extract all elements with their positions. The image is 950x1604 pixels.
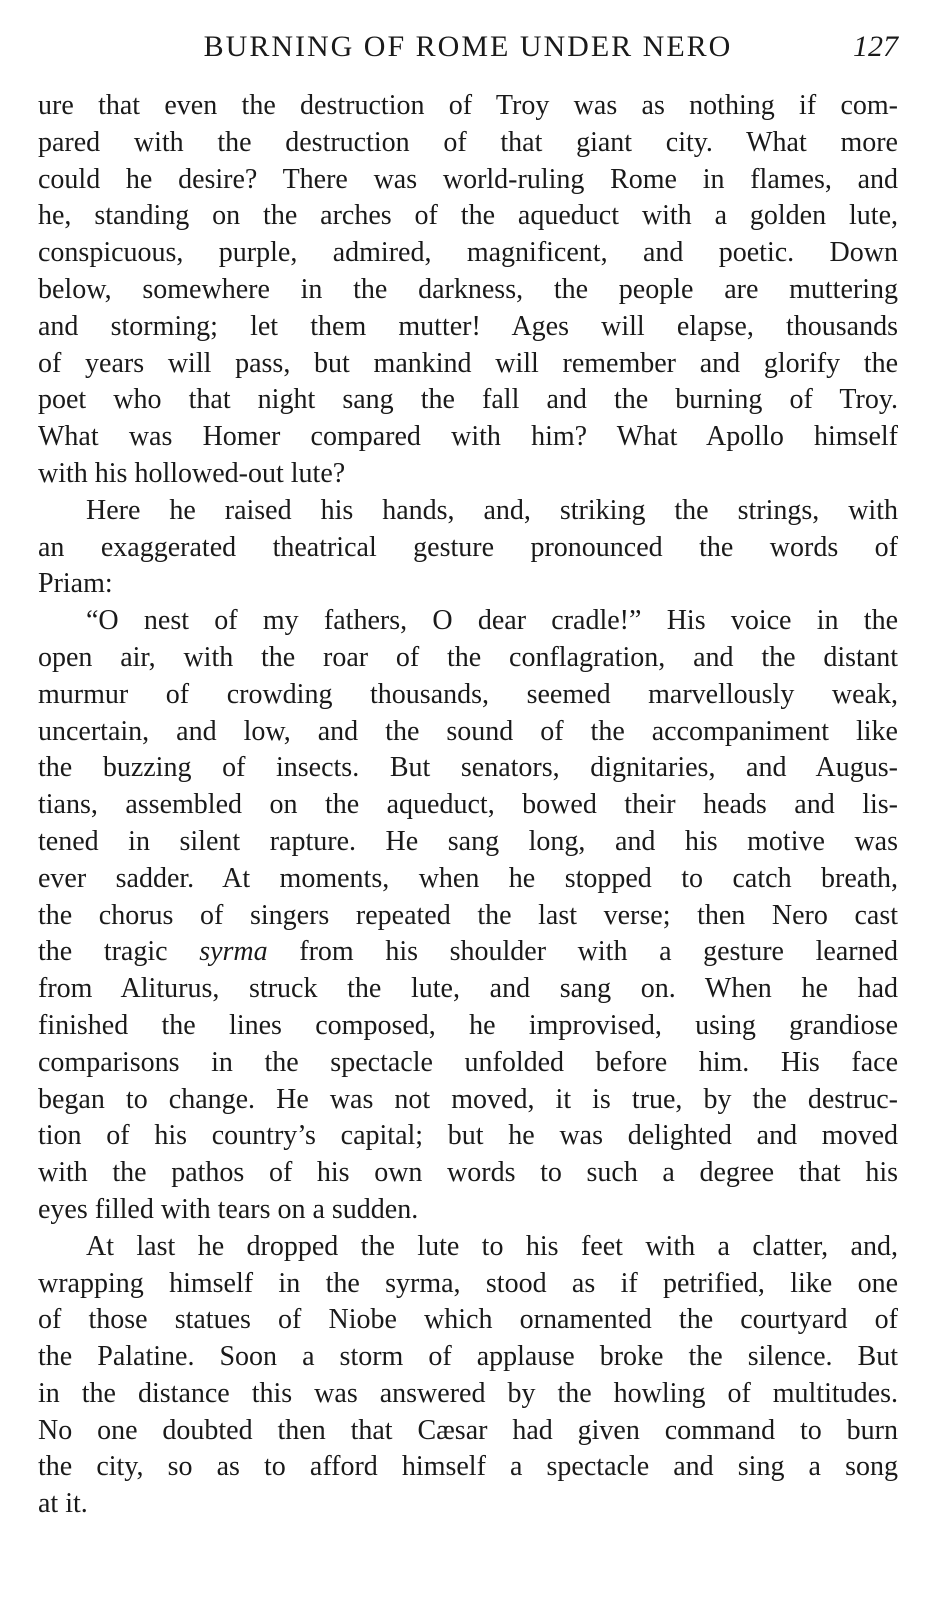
text-line: eyes filled with tears on a sudden. <box>38 1193 419 1225</box>
text-line: comparisons in the spectacle unfolded before him. His face <box>38 1046 898 1078</box>
text-line: tened in silent rapture. He sang long, and his motive was <box>38 825 898 857</box>
text-line: uncertain, and low, and the sound of the accompaniment like <box>38 715 898 747</box>
text-line: Priam: <box>38 568 113 600</box>
text-line: “O nest of my fathers, O dear cradle!” His voice in the <box>86 605 898 637</box>
text-line: and storming; let them mutter! Ages will elapse, thousands <box>38 310 898 342</box>
text-line: No one doubted then that Cæsar had given command to burn <box>38 1414 898 1446</box>
text-line: began to change. He was not moved, it is true, by the destruc- <box>38 1083 898 1115</box>
italic-word: syrma <box>199 936 268 968</box>
text-line: with the pathos of his own words to such a degree that his <box>38 1157 898 1189</box>
running-title: BURNING OF ROME UNDER NERO <box>203 30 733 63</box>
text-line: with his hollowed-out lute? <box>38 457 346 489</box>
text-line: the Palatine. Soon a storm of applause broke the silence. But <box>38 1341 898 1373</box>
text-line: an exaggerated theatrical gesture pronounced the words of <box>38 531 898 563</box>
text-line: the chorus of singers repeated the last verse; then Nero cast <box>38 899 898 931</box>
text-line: At last he dropped the lute to his feet with a clatter, and, <box>86 1230 898 1262</box>
text-line: conspicuous, purple, admired, magnificent, and poetic. Down <box>38 237 898 269</box>
text-line: could he desire? There was world-ruling Rome in flames, and <box>38 163 898 195</box>
text-line: pared with the destruction of that giant city. What more <box>38 126 898 158</box>
text-line: tion of his country’s capital; but he was delighted and moved <box>38 1120 898 1152</box>
text-line: at it. <box>38 1488 88 1520</box>
text-line: poet who that night sang the fall and the burning of Troy. <box>38 384 898 416</box>
text-line: of years will pass, but mankind will remember and glorify the <box>38 347 898 379</box>
text-line: Here he raised his hands, and, striking the strings, with <box>86 494 898 526</box>
running-head <box>38 24 898 70</box>
body-text <box>38 88 898 1523</box>
text-line: wrapping himself in the syrma, stood as if petrified, like one <box>38 1267 898 1299</box>
text-line: ever sadder. At moments, when he stopped to catch breath, <box>38 862 898 894</box>
text-line: ure that even the destruction of Troy was as nothing if com- <box>38 90 898 121</box>
text-line: the city, so as to afford himself a spectacle and sing a song <box>38 1451 898 1483</box>
text-line: in the distance this was answered by the howling of multitudes. <box>38 1377 898 1409</box>
text-line: of those statues of Niobe which ornamented the courtyard of <box>38 1304 898 1336</box>
text-line: the tragic syrma from his shoulder with a gesture learned <box>38 936 898 968</box>
text-line: from Aliturus, struck the lute, and sang on. When he had <box>38 973 898 1005</box>
text-line: below, somewhere in the darkness, the people are muttering <box>38 273 898 305</box>
text-line: murmur of crowding thousands, seemed marvellously weak, <box>38 678 898 710</box>
page-number: 127 <box>853 30 898 63</box>
text-line: tians, assembled on the aqueduct, bowed their heads and lis- <box>38 789 898 821</box>
text-line: he, standing on the arches of the aqueduct with a golden lute, <box>38 200 898 232</box>
text-line: What was Homer compared with him? What Apollo himself <box>38 421 898 453</box>
text-line: the buzzing of insects. But senators, dignitaries, and Augus- <box>38 752 898 784</box>
text-line: open air, with the roar of the conflagration, and the distant <box>38 641 898 673</box>
text-line: finished the lines composed, he improvised, using grandiose <box>38 1009 898 1041</box>
